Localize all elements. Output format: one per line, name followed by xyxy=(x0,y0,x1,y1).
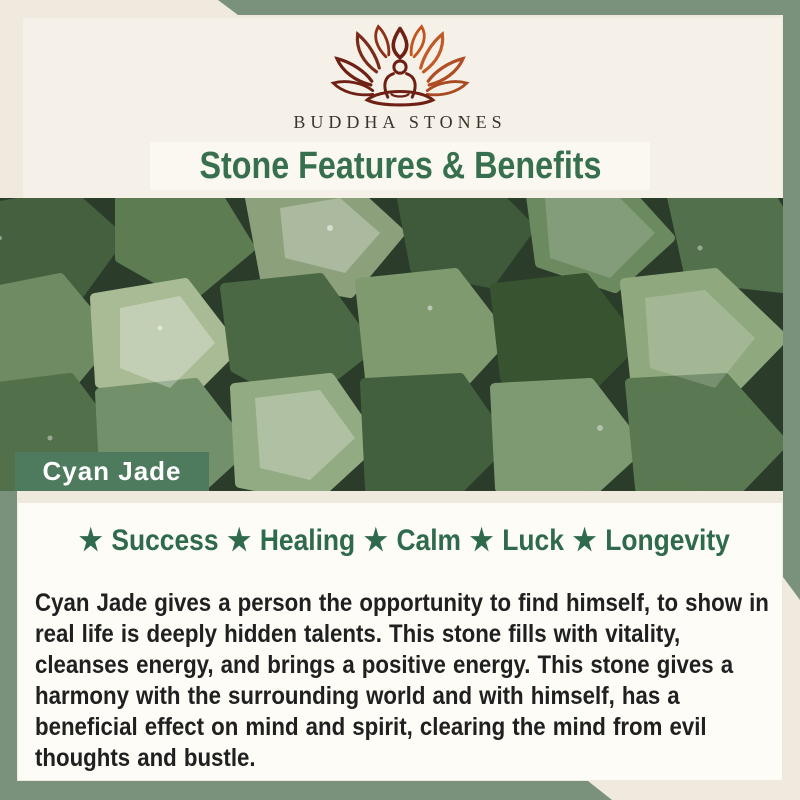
star-icon: ★ xyxy=(469,524,494,557)
lotus-meditation-logo xyxy=(320,24,480,112)
benefit-label: Calm xyxy=(396,524,462,557)
right-accent-strip xyxy=(783,0,800,600)
benefit-label: Luck xyxy=(502,524,564,557)
benefits-panel xyxy=(18,503,782,780)
star-icon: ★ xyxy=(227,524,252,557)
star-icon: ★ xyxy=(363,524,388,557)
bottom-left-accent-strip xyxy=(0,781,612,800)
benefit-label: Longevity xyxy=(605,524,730,557)
star-icon: ★ xyxy=(78,524,103,557)
top-right-accent-strip xyxy=(0,0,800,15)
benefit-label: Success xyxy=(111,524,219,557)
brand-name: BUDDHA STONES xyxy=(293,112,507,132)
benefit-label: Healing xyxy=(259,524,356,557)
stone-description: Cyan Jade gives a person the opportunity to find himself, to show in real life is deeply hidden talents. This stone fills with vitality, cleanses energy, and brings a positive energy. This stone gives a harmony with the surrounding world and with himself, has a beneficial effect on mind and spirit, clearing the mind from evil thoughts and bustle. xyxy=(35,589,769,772)
stone-name-label: Cyan Jade xyxy=(15,452,209,491)
star-icon: ★ xyxy=(572,524,597,557)
left-accent-strip xyxy=(0,488,17,800)
cyan-jade-stones-photo xyxy=(0,198,783,491)
page-title: Stone Features & Benefits xyxy=(198,144,602,187)
benefits-line xyxy=(64,523,736,558)
title-band xyxy=(150,142,650,190)
